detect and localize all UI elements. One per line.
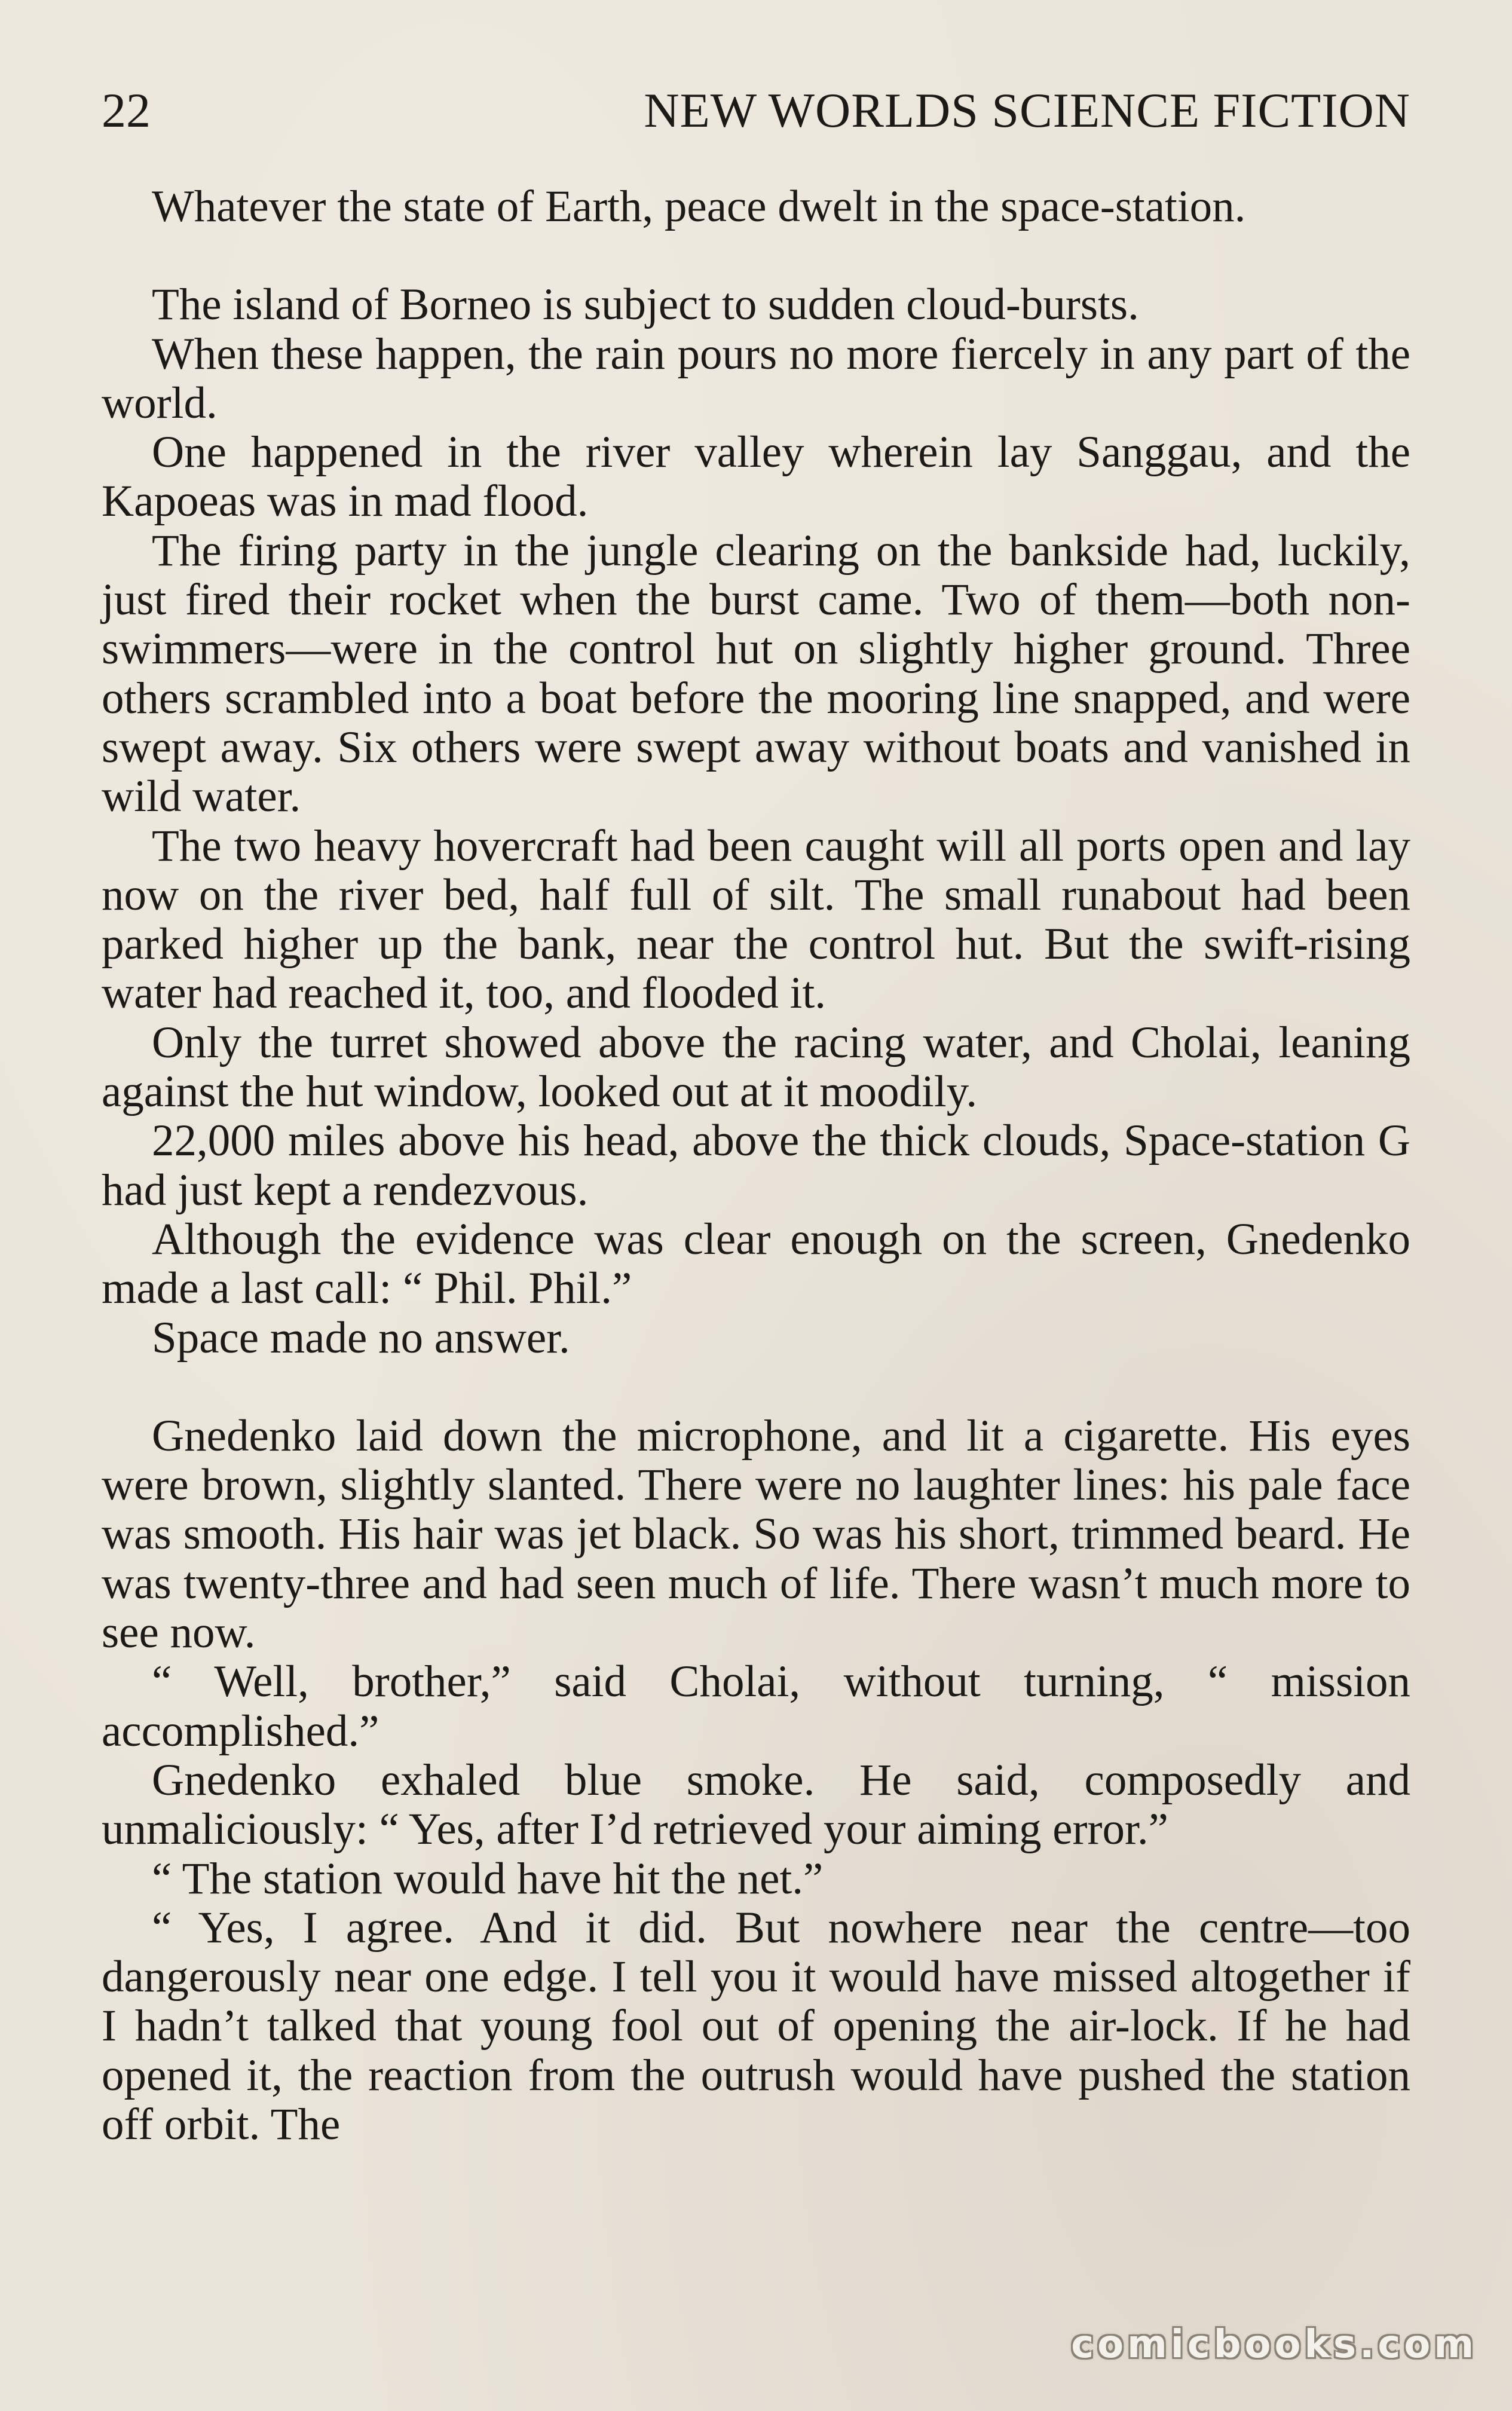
- paragraph: One happened in the river valley wherein lay Sanggau, and the Kapoeas was in mad flood.: [102, 427, 1410, 527]
- paragraph: The island of Borneo is subject to sudden cloud-bursts.: [152, 280, 1139, 330]
- paragraph: Although the evidence was clear enough on the screen, Gnedenko made a last call: “ Phil. Phil.”: [102, 1214, 1410, 1314]
- paragraph: Whatever the state of Earth, peace dwelt in the space-station.: [152, 182, 1246, 231]
- paragraph: The two heavy hovercraft had been caught will all ports open and lay now on the river bed, half full of silt. The small runabout had been parked higher up the bank, near the control hut. But the swift-rising water had reached it, too, and flooded it.: [102, 821, 1410, 1018]
- paragraph: Gnedenko laid down the microphone, and lit a cigarette. His eyes were brown, slightly slanted. There were no laughter lines: his pale face was smooth. His hair was jet black. So was his short, trimmed beard. He was twenty-three and had seen much of life. There wasn’t much more to see now.: [102, 1411, 1410, 1658]
- paragraph: When these happen, the rain pours no more fiercely in any part of the world.: [102, 329, 1410, 428]
- running-head: NEW WORLDS SCIENCE FICTION: [644, 83, 1410, 137]
- paragraph: Gnedenko exhaled blue smoke. He said, composedly and unmaliciously: “ Yes, after I’d retrieved your aiming error.”: [102, 1755, 1410, 1855]
- paragraph: The firing party in the jungle clearing on the bankside had, luckily, just fired their rocket when the burst came. Two of them—both non-swimmers—were in the control hut on slightly higher ground. Three others scrambled into a boat before the mooring line snapped, and were swept away. Six others were swept away without boats and vanished in wild water.: [102, 525, 1410, 822]
- paragraph: “ The station would have hit the net.”: [152, 1853, 824, 1904]
- paragraph: “ Well, brother,” said Cholai, without turning, “ mission accomplished.”: [102, 1657, 1410, 1756]
- page-header: [102, 78, 1410, 143]
- watermark-logo: comicbooks.com: [1071, 2323, 1477, 2367]
- text-body: [102, 182, 1410, 2149]
- paragraph: Space made no answer.: [152, 1312, 570, 1363]
- paragraph: “ Yes, I agree. And it did. But nowhere near the centre—too dangerously near one edge. I tell you it would have missed altogether if I hadn’t talked that young fool out of opening the air-lock. If he had opened it, the reaction from the outrush would have pushed the station off orbit. The: [102, 1902, 1410, 2149]
- paragraph: 22,000 miles above his head, above the thick clouds, Space-station G had just kept a rendezvous.: [102, 1116, 1410, 1215]
- paragraph: Only the turret showed above the racing water, and Cholai, leaning against the hut window, looked out at it moodily.: [102, 1017, 1410, 1117]
- page-number: 22: [102, 83, 151, 137]
